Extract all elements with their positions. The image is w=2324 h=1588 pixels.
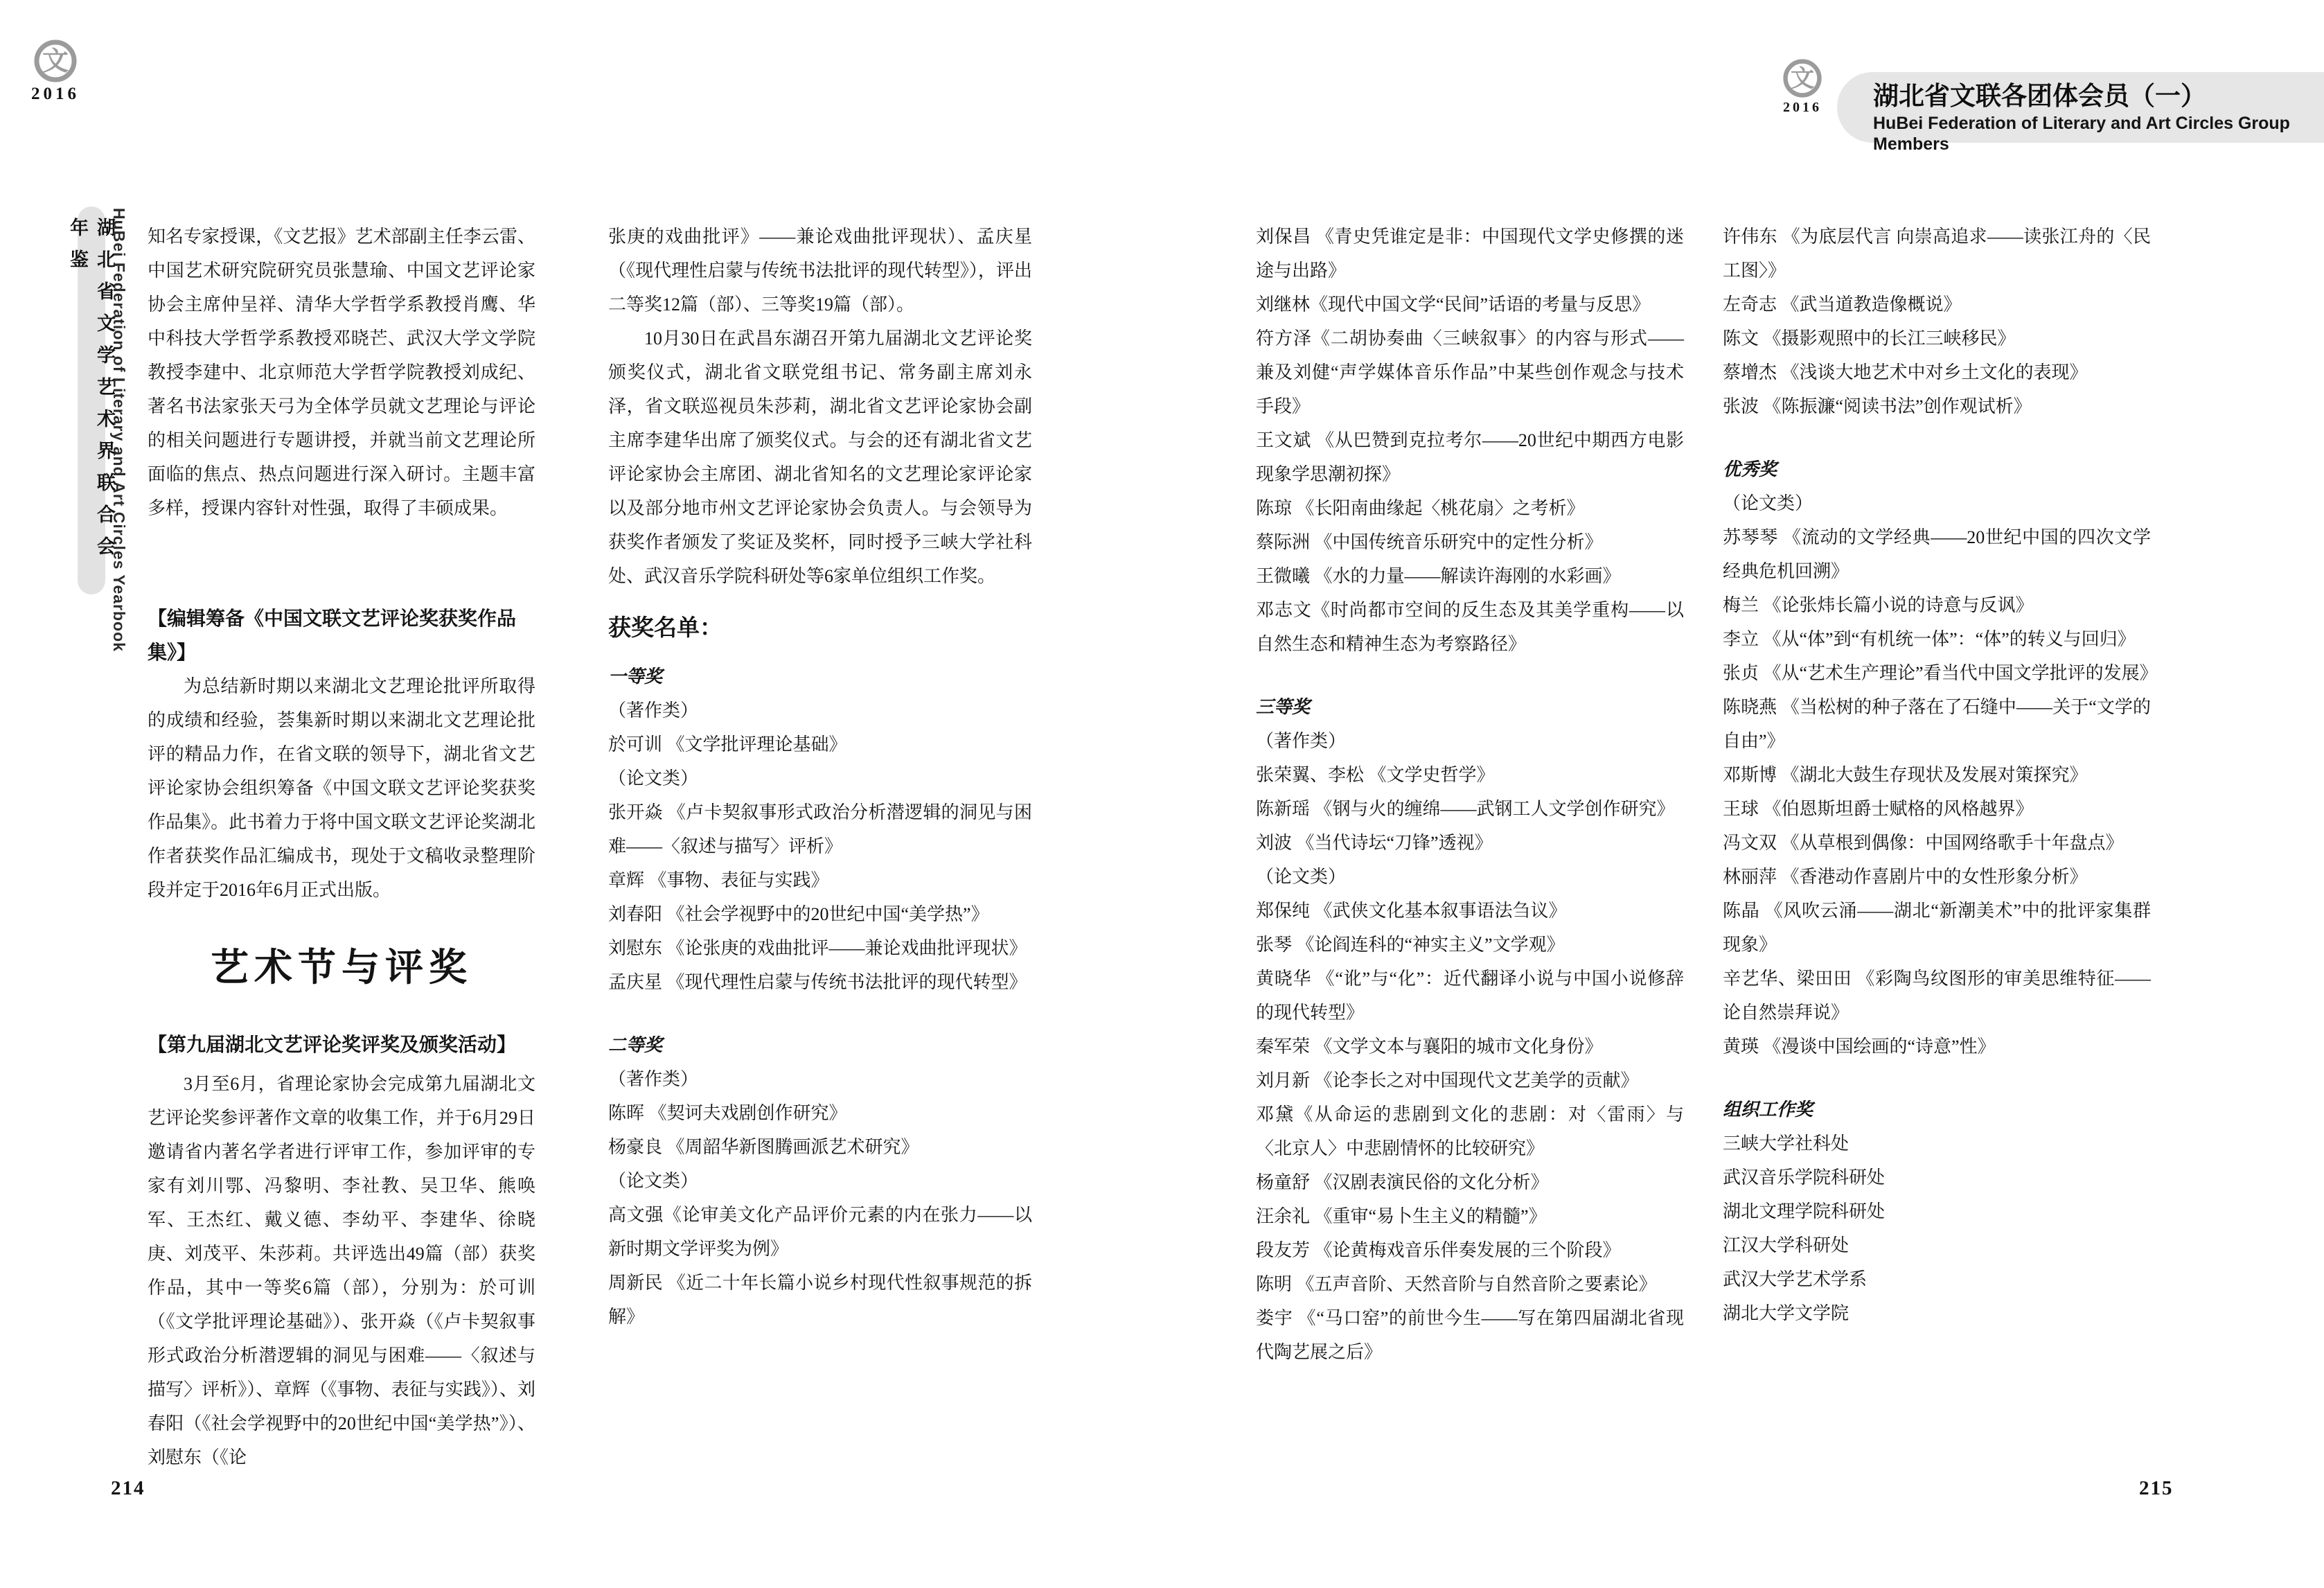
yearbook-logo-right (1775, 58, 1830, 116)
award-list-item: 章辉 《事物、表征与实践》 (608, 870, 829, 890)
yearbook-year-label: 2016 (31, 85, 80, 103)
award-list-item: 林丽萍 《香港动作喜剧片中的女性形象分析》 (1723, 867, 2088, 887)
cflac-emblem-icon (33, 39, 78, 83)
sidebar-title-strip (67, 206, 115, 594)
chapter-header-banner (1837, 72, 2324, 154)
award-list-item: 孟庆星 《现代理性启蒙与传统书法批评的现代转型》 (608, 972, 1027, 992)
award-list-item: 刘波 《当代诗坛“刀锋”透视》 (1256, 833, 1493, 853)
body-paragraph: 为总结新时期以来湖北文艺理论批评所取得的成绩和经验，荟集新时期以来湖北文艺理论批评的精品力作，在省文联的领导下，湖北省文艺评论家协会组织筹备《中国文联文艺评论奖获奖作品集》。此书着力于将中国文联文艺评论奖湖北作者获奖作品汇编成书，现处于文稿收录整理阶段并定于2016年6月正式出版。 (148, 676, 535, 900)
column-4 (1723, 220, 2158, 1330)
award-list-item: 武汉音乐学院科研处 (1723, 1167, 1886, 1188)
award-list-item: 王文斌 《从巴赞到克拉考尔——20世纪中期西方电影现象学思潮初探》 (1256, 430, 1684, 484)
award-list-item: 陈晖 《契诃夫戏剧创作研究》 (608, 1103, 847, 1123)
award-list-item: 刘春阳 《社会学视野中的20世纪中国“美学热”》 (608, 904, 989, 924)
award-list-item: 於可训 《文学批评理论基础》 (608, 734, 847, 755)
award-list-item: 杨豪良 《周韶华新图腾画派艺术研究》 (608, 1137, 919, 1157)
award-list-item: 三峡大学社科处 (1723, 1133, 1850, 1154)
award-list-heading: 获奖名单： (608, 615, 722, 640)
body-paragraph-continuation: 知名专家授课，《文艺报》艺术部副主任李云雷、中国艺术研究院研究员张慧瑜、中国文艺评论家协会主席仲呈祥、清华大学哲学系教授肖鹰、华中科技大学哲学系教授邓晓芒、武汉大学文学院教授李建中、北京师范大学哲学院教授刘成纪、著名书法家张天弓为全体学员就文艺理论与评论的相关问题进行专题讲授，并就当前文艺理论所面临的焦点、热点问题进行深入研讨。主题丰富多样，授课内容针对性强，取得了丰硕成果。 (148, 227, 535, 518)
award-list-item: 张贞 《从“艺术生产理论”看当代中国文学批评的发展》 (1723, 663, 2158, 683)
award-list (1256, 220, 1684, 1369)
page-section-title: 艺术节与评奖 (210, 946, 472, 989)
award-list-item: 黄晓华 《“讹”与“化”：近代翻译小说与中国小说修辞的现代转型》 (1256, 969, 1684, 1023)
award-list-item: 许伟东 《为底层代言 向崇高追求——读张江舟的〈民工图〉》 (1723, 227, 2151, 281)
award-list-item: 娄宇 《“马口窑”的前世今生——写在第四届湖北省现代陶艺展之后》 (1256, 1308, 1684, 1362)
award-list-item: 高文强《论审美文化产品评价元素的内在张力——以新时期文学评奖为例》 (608, 1205, 1032, 1259)
award-list-item: 湖北大学文学院 (1723, 1303, 1850, 1323)
svg-text:文: 文 (42, 47, 69, 76)
award-list-item: 邓黛《从命运的悲剧到文化的悲剧：对〈雷雨〉与〈北京人〉中悲剧情怀的比较研究》 (1256, 1104, 1684, 1158)
award-list-item: 张开焱 《卢卡契叙事形式政治分析潜逻辑的洞见与困难——〈叙述与描写〉评析》 (608, 802, 1032, 856)
award-list-item: 刘月新 《论李长之对中国现代文艺美学的贡献》 (1256, 1070, 1639, 1091)
cflac-emblem-icon (1782, 58, 1822, 98)
award-list-item: 段友芳 《论黄梅戏音乐伴奏发展的三个阶段》 (1256, 1240, 1621, 1260)
award-list-item: 张波 《陈振濂“阅读书法”创作观试析》 (1723, 396, 2032, 416)
award-list-item: 武汉大学艺术学系 (1723, 1269, 1868, 1289)
column-2 (608, 220, 1032, 1334)
award-list-item: 陈晓燕 《当松树的种子落在了石缝中——关于“文学的自由”》 (1723, 697, 2151, 751)
chapter-title-en: HuBei Federation of Literary and Art Circles Group Members (1873, 114, 2290, 154)
award-tier-label: 组织工作奖 (1723, 1100, 1813, 1120)
page-number-right: 215 (2139, 1477, 2174, 1499)
award-list-item: 刘慰东 《论张庚的戏曲批评——兼论戏曲批评现状》 (608, 938, 1027, 958)
section-heading-ninth-award: 【第九届湖北文艺评论奖评奖及颁奖活动】 (148, 1034, 517, 1055)
award-list-item: 陈新瑶 《钢与火的缠绵——武钢工人文学创作研究》 (1256, 799, 1675, 819)
award-list-item: 王球 《伯恩斯坦爵士赋格的风格越界》 (1723, 799, 2034, 819)
section-heading-editing-collection: 【编辑筹备《中国文联文艺评论奖获奖作品集》】 (148, 608, 517, 663)
column-1 (148, 220, 535, 1474)
award-category-label: （著作类） (608, 700, 699, 721)
award-list-item: 张荣翼、李松 《文学史哲学》 (1256, 765, 1495, 785)
award-list-item: 江汉大学科研处 (1723, 1235, 1850, 1255)
body-paragraph: 10月30日在武昌东湖召开第九届湖北文艺评论奖颁奖仪式，湖北省文联党组书记、常务副主席刘永泽，省文联巡视员朱莎莉，湖北省文艺评论家协会副主席李建华出席了颁奖仪式。与会的还有湖北省文艺评论家协会主席团、湖北省知名的文艺理论家评论家以及部分地市州文艺评论家协会负责人。与会领导为获奖作者颁发了奖证及奖杯，同时授予三峡大学社科处、武汉音乐学院科研处等6家单位组织工作奖。 (608, 328, 1032, 586)
award-list-item: 黄瑛 《漫谈中国绘画的“诗意”性》 (1723, 1036, 1996, 1057)
award-list (1723, 220, 2158, 1330)
award-list-item: 邓斯博 《湖北大鼓生存现状及发展对策探究》 (1723, 765, 2088, 785)
award-tier-label: 三等奖 (1256, 697, 1311, 717)
award-category-label: （著作类） (1256, 731, 1347, 751)
award-category-label: （论文类） (1723, 493, 1813, 513)
award-list-item: 汪余礼 《重审“易卜生主义的精髓”》 (1256, 1206, 1547, 1226)
award-list (608, 660, 1032, 1334)
award-list-item: 冯文双 《从草根到偶像：中国网络歌手十年盘点》 (1723, 833, 2124, 853)
award-list-item: 湖北文理学院科研处 (1723, 1201, 1886, 1221)
award-category-label: （论文类） (608, 1171, 699, 1191)
body-paragraph: 3月至6月，省理论家协会完成第九届湖北文艺评论奖参评著作文章的收集工作，并于6月29日邀请省内著名学者进行评审工作，参加评审的专家有刘川鄂、冯黎明、李社教、吴卫华、熊唤军、王杰红、戴义德、李幼平、李建华、徐晓庚、刘茂平、朱莎莉。共评选出49篇（部）获奖作品，其中一等奖6篇（部），分别为：於可训（《文学批评理论基础》）、张开焱（《卢卡契叙事形式政治分析潜逻辑的洞见与困难——〈叙述与描写〉评析》）、章辉（《事物、表征与实践》）、刘春阳（《社会学视野中的20世纪中国“美学热”》）、刘慰东（《论 (148, 1074, 535, 1467)
award-tier-label: 二等奖 (608, 1035, 663, 1055)
award-category-label: （著作类） (608, 1069, 699, 1089)
award-category-label: （论文类） (608, 768, 699, 788)
yearbook-logo-left (26, 39, 85, 104)
award-list-item: 郑保纯 《武侠文化基本叙事语法刍议》 (1256, 901, 1567, 921)
award-list-item: 秦军荣 《文学文本与襄阳的城市文化身份》 (1256, 1036, 1603, 1057)
award-list-item: 周新民 《近二十年长篇小说乡村现代性叙事规范的拆解》 (608, 1273, 1032, 1327)
award-list-item: 刘继林《现代中国文学“民间”话语的考量与反思》 (1256, 294, 1651, 315)
award-list-item: 左奇志 《武当道教造像概说》 (1723, 294, 1962, 315)
award-list-item: 苏琴琴 《流动的文学经典——20世纪中国的四次文学经典危机回溯》 (1723, 527, 2151, 581)
award-list-item: 蔡际洲 《中国传统音乐研究中的定性分析》 (1256, 532, 1603, 552)
award-list-item: 王微曦 《水的力量——解读许海刚的水彩画》 (1256, 566, 1621, 586)
award-list-item: 陈文 《摄影观照中的长江三峡移民》 (1723, 328, 2016, 349)
page-number-left: 214 (111, 1477, 145, 1499)
award-list-item: 邓志文《时尚都市空间的反生态及其美学重构——以自然生态和精神生态为考察路径》 (1256, 600, 1684, 654)
award-list-item: 梅兰 《论张炜长篇小说的诗意与反讽》 (1723, 595, 2034, 615)
sidebar-vertical-subtitle: HuBei Federation of Literary and Art Circles Yearbook (110, 208, 128, 652)
award-list-item: 辛艺华、梁田田 《彩陶鸟纹图形的审美思维特征——论自然崇拜说》 (1723, 969, 2151, 1023)
award-list-item: 陈晶 《风吹云涌——湖北“新潮美术”中的批评家集群现象》 (1723, 901, 2151, 955)
award-list-item: 刘保昌 《青史凭谁定是非：中国现代文学史修撰的迷途与出路》 (1256, 227, 1684, 281)
award-list-item: 陈明 《五声音阶、天然音阶与自然音阶之要素论》 (1256, 1274, 1657, 1294)
award-list-item: 杨童舒 《汉剧表演民俗的文化分析》 (1256, 1172, 1549, 1192)
award-category-label: （论文类） (1256, 867, 1347, 887)
svg-text:文: 文 (1790, 65, 1815, 92)
award-tier-label: 一等奖 (608, 667, 663, 687)
chapter-title-cn: 湖北省文联各团体会员（一） (1873, 82, 2206, 110)
award-list-item: 张琴 《论阎连科的“神实主义”文学观》 (1256, 935, 1565, 955)
award-tier-label: 优秀奖 (1723, 459, 1777, 479)
award-list-item: 李立 《从“体”到“有机统一体”：“体”的转义与回归》 (1723, 629, 2136, 649)
award-list-item: 蔡增杰 《浅谈大地艺术中对乡土文化的表现》 (1723, 362, 2088, 382)
award-list-item: 陈琼 《长阳南曲缘起〈桃花扇〉之考析》 (1256, 498, 1585, 518)
body-paragraph-continuation: 张庚的戏曲批评》——兼论戏曲批评现状）、孟庆星（《现代理性启蒙与传统书法批评的现代转型》），评出二等奖12篇（部）、三等奖19篇（部）。 (608, 227, 1032, 315)
award-list-item: 符方泽《二胡协奏曲〈三峡叙事〉的内容与形式——兼及刘健“声学媒体音乐作品”中某些创作观念与技术手段》 (1256, 328, 1684, 416)
column-3 (1256, 220, 1684, 1369)
header-year-label: 2016 (1783, 100, 1822, 115)
sidebar-vertical-title: 湖北省文学艺术界联合会年鉴 (67, 218, 115, 568)
